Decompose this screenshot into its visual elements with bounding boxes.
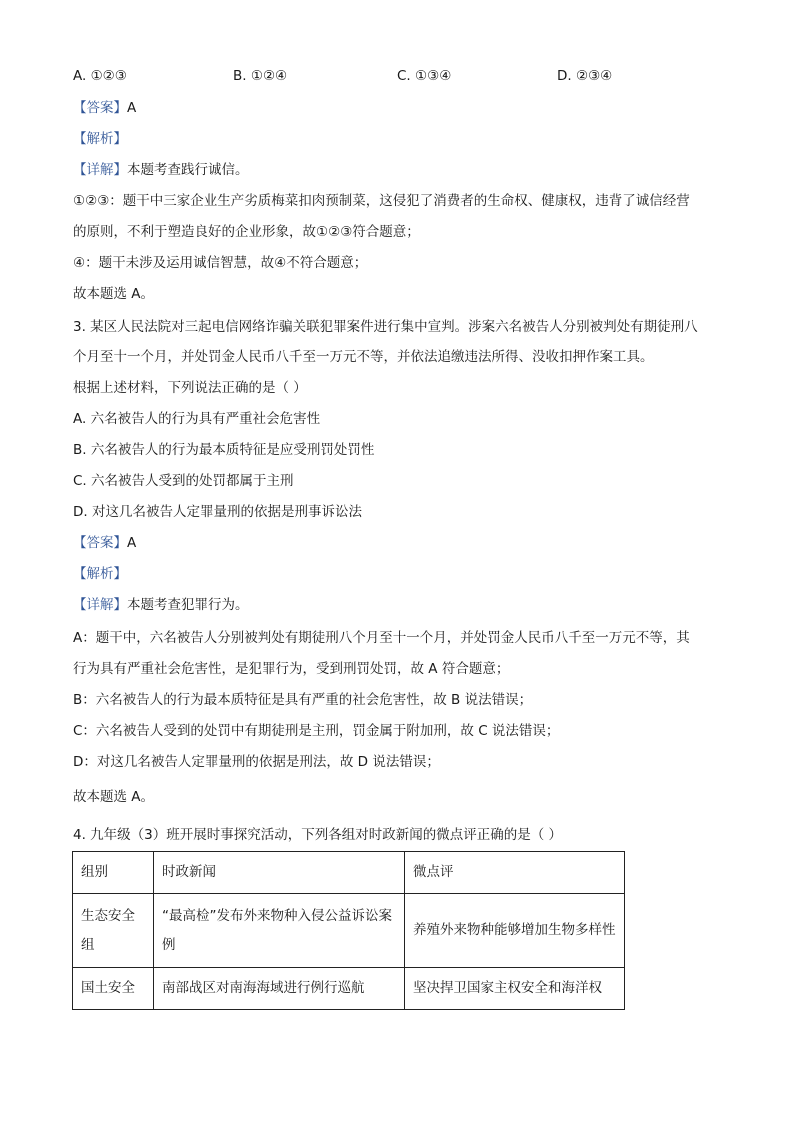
- q3-option-d: D. 对这几名被告人定罪量刑的依据是刑事诉讼法: [73, 504, 362, 520]
- q2-option-c: C. ①③④: [397, 68, 452, 84]
- q3-explain-line: B：六名被告人的行为最本质特征是具有严重的社会危害性，故 B 说法错误；: [73, 692, 533, 708]
- detail-tag: 【详解】: [73, 597, 127, 613]
- q3-analysis-tag: 【解析】: [73, 566, 127, 582]
- q3-explain-line: D：对这几名被告人定罪量刑的依据是刑法，故 D 说法错误；: [73, 754, 440, 770]
- answer-tag: 【答案】: [73, 535, 127, 551]
- table-cell: 生态安全组: [73, 894, 154, 968]
- q3-stem-line: 3. 某区人民法院对三起电信网络诈骗关联犯罪案件进行集中宣判。涉案六名被告人分别被判处有期徒刑八: [73, 319, 698, 335]
- q3-option-c: C. 六名被告人受到的处罚都属于主刑: [73, 473, 294, 489]
- q2-answer: [73, 98, 136, 118]
- table-cell: 坚决捍卫国家主权安全和海洋权: [405, 968, 625, 1010]
- table-cell: 南部战区对南海海域进行例行巡航: [154, 968, 405, 1010]
- q2-explain-line: ①②③：题干中三家企业生产劣质梅菜扣肉预制菜，这侵犯了消费者的生命权、健康权，违背了诚信经营: [73, 193, 690, 209]
- answer-tag: 【答案】: [73, 100, 127, 116]
- table-cell: 国土安全: [73, 968, 154, 1010]
- q3-option-a: A. 六名被告人的行为具有严重社会危害性: [73, 411, 321, 427]
- q3-answer: [73, 533, 136, 553]
- news-table: [72, 851, 625, 1010]
- detail-text: 本题考查犯罪行为。: [127, 597, 249, 613]
- table-row: [73, 968, 625, 1010]
- q3-explain-line: A：题干中，六名被告人分别被判处有期徒刑八个月至十一个月，并处罚金人民币八千至一万元不等，其: [73, 630, 690, 646]
- q2-analysis-tag: 【解析】: [73, 131, 127, 147]
- q3-question-prompt: 根据上述材料，下列说法正确的是（ ）: [73, 380, 307, 396]
- table-cell: 养殖外来物种能够增加生物多样性: [405, 894, 625, 968]
- q3-detail: [73, 595, 249, 615]
- q2-option-d: D. ②③④: [557, 68, 613, 84]
- q3-explain-line: C：六名被告人受到的处罚中有期徒刑是主刑，罚金属于附加刑，故 C 说法错误；: [73, 723, 560, 739]
- q3-conclusion: 故本题选 A。: [73, 789, 155, 805]
- answer-value: A: [127, 100, 137, 116]
- q2-detail: [73, 160, 249, 180]
- q2-option-a: A. ①②③: [73, 68, 127, 84]
- table-cell: “最高检”发布外来物种入侵公益诉讼案例: [154, 894, 405, 968]
- answer-value: A: [127, 535, 137, 551]
- q2-explain-line: 的原则，不利于塑造良好的企业形象，故①②③符合题意；: [73, 224, 420, 240]
- detail-text: 本题考查践行诚信。: [127, 162, 249, 178]
- table-header-cell: 组别: [73, 852, 154, 894]
- q2-explain-line: ④：题干未涉及运用诚信智慧，故④不符合题意；: [73, 255, 368, 271]
- q2-option-b: B. ①②④: [233, 68, 288, 84]
- detail-tag: 【详解】: [73, 162, 127, 178]
- q3-explain-line: 行为具有严重社会危害性，是犯罪行为，受到刑罚处罚，故 A 符合题意；: [73, 661, 510, 677]
- q3-stem-line: 个月至十一个月，并处罚金人民币八千至一万元不等，并依法追缴违法所得、没收扣押作案工具。: [73, 349, 654, 365]
- q3-option-b: B. 六名被告人的行为最本质特征是应受刑罚处罚性: [73, 442, 375, 458]
- table-header-cell: 微点评: [405, 852, 625, 894]
- table-row: [73, 894, 625, 968]
- table-header-row: [73, 852, 625, 894]
- table-header-cell: 时政新闻: [154, 852, 405, 894]
- q4-stem: 4. 九年级（3）班开展时事探究活动，下列各组对时政新闻的微点评正确的是（ ）: [73, 827, 563, 843]
- q2-conclusion: 故本题选 A。: [73, 286, 155, 302]
